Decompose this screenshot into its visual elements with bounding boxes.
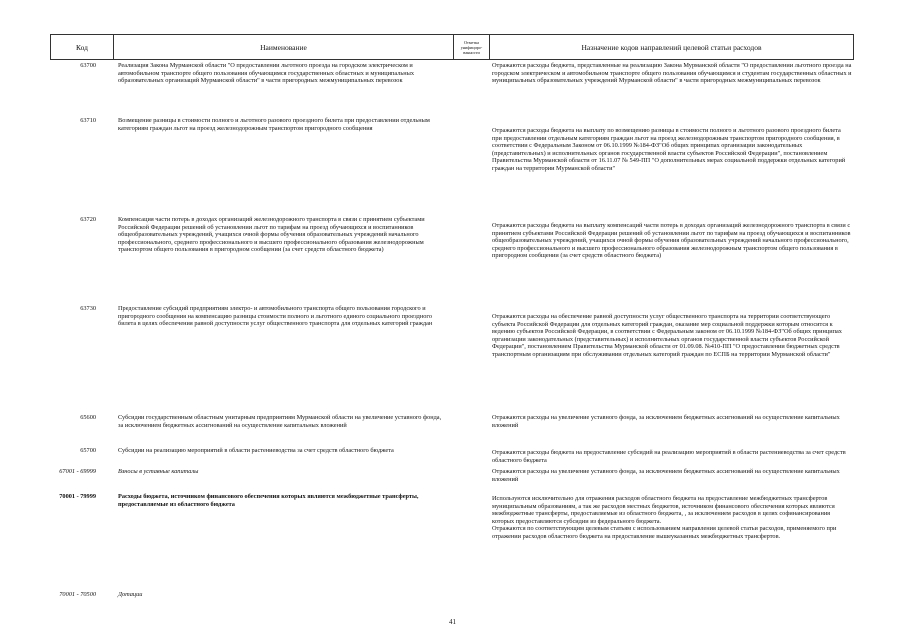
row-name: Предоставление субсидий предприятиям электро- и автомобильного транспорта общего пользования городского и пригородного сообщения на компенсацию разницы стоимости полного и льготного единого социального проездного билета в целях обеспечения равной доступности услуг общественного транспорта для отдельных категорий граждан bbox=[118, 305, 433, 328]
row-purpose bbox=[492, 495, 852, 541]
column-header-mark: Отметка унифициро- ванности bbox=[454, 34, 490, 60]
row-name: Субсидии на реализацию мероприятий в области растениеводства за счет средств областного бюджета bbox=[118, 447, 394, 454]
row-name: Дотации bbox=[118, 591, 143, 598]
row-purpose: Отражаются расходы бюджета на выплату компенсаций части потерь в доходах организаций железнодорожного транспорта в связи с принятием субъектами Российской Федерации решений об установлении льгот по тарифам на проезд обучающихся и воспитанников общеобразовательных учреждений, учащихся очной формы обучения образовательных учреждений начального профессионального, среднего профессионального и высшего профессионального образования железнодорожным транспортом общего пользования в пригородном сообщении (за счет средств областного бюджета) bbox=[492, 222, 851, 260]
row-code: 63700 bbox=[80, 62, 96, 69]
row-purpose: Отражаются расходы на обеспечение равной доступности услуг общественного транспорта на территории соответствующего субъекта Российской Федерации для отдельных категорий граждан, оказание мер социальной поддержки которым относится к ведению субъектов Российской Федерации, в соответствии с Федеральным законом от 06.10.1999 №184-ФЗ"Об общих принципах организации законодательных (представительных) и исполнительных органов государственной власти субъектов Российской Федерации", постановлением Правительства Мурманской области от 01.09.08. №410-ПП "О предоставлении бюджетных средств транспортным организациям при обслуживании отдельных категорий граждан по ЕСПБ на территории Мурманской области" bbox=[492, 313, 842, 358]
row-purpose: Отражаются расходы на увеличение уставного фонда, за исключением бюджетных ассигнований на осуществление капитальных вложений bbox=[492, 414, 840, 429]
row-code: 70001 - 70500 bbox=[59, 591, 96, 598]
column-header-purpose: Назначение кодов направлений целевой статьи расходов bbox=[490, 34, 854, 60]
row-code: 67001 - 69999 bbox=[59, 468, 96, 475]
row-name: Реализация Закона Мурманской области "О предоставлении льготного проезда на городском электрическом и автомобильном транспорте общего пользования обучающимся государственных областных и муниципальных образовательных организаций Мурманской области" в части пригородных межмуниципальных перевозок bbox=[118, 62, 414, 85]
row-code: 63730 bbox=[80, 305, 96, 312]
row-purpose: Отражаются расходы бюджета, представленные на реализацию Закона Мурманской области "О предоставлении льготного проезда на городском электрическом и автомобильном транспорте общего пользования обучающимся и студентам государственных областных и муниципальных образовательных учреждений Мурманской области" в части пригородных межмуниципальных перевозок bbox=[492, 62, 852, 85]
row-name: Компенсация части потерь в доходах организаций железнодорожного транспорта в связи с принятием субъектами Российской Федерации решений об установлении льгот по тарифам на проезд обучающихся и воспитанников общеобразовательных учреждений, учащихся очной формы обучения образовательных учреждений начального профессионального, среднего профессионального и высшего профессионального образования железнодорожным транспортом общего пользования в пригородном сообщении (за счет средств областного бюджета) bbox=[118, 216, 425, 254]
row-code: 70001 - 79999 bbox=[59, 493, 96, 500]
row-purpose: Отражаются расходы бюджета на предоставление субсидий на реализацию мероприятий в области растениеводства за счет средств областного бюджета bbox=[492, 449, 846, 464]
row-name: Возмещение разницы в стоимости полного и льготного разового проездного билета при предоставлении отдельным категориям граждан льгот на проезд железнодорожным транспортом пригородного сообщения bbox=[118, 117, 430, 132]
row-purpose: Отражаются расходы на увеличение уставного фонда, за исключением бюджетных ассигнований на осуществление капитальных вложений bbox=[492, 468, 840, 483]
row-name: Расходы бюджета, источником финансового обеспечения которых являются межбюджетные трансферты, предоставляемые из областного бюджета bbox=[118, 493, 419, 508]
row-code: 65600 bbox=[80, 414, 96, 421]
page-number: 41 bbox=[449, 618, 456, 626]
row-code: 65700 bbox=[80, 447, 96, 454]
row-code: 63720 bbox=[80, 216, 96, 223]
column-header-name: Наименование bbox=[114, 34, 454, 60]
column-header-code: Код bbox=[50, 34, 114, 60]
row-purpose: Отражаются расходы бюджета на выплату по возмещению разницы в стоимости полного и льготного разового проездного билета при предоставлении отдельным категориям граждан льгот на проезд железнодорожным транспортом пригородного сообщения, в соответствии с Федеральным Законом от 06.10.1999 №184-ФЗ"Об общих принципах организации законодательных (представительных) и исполнительных органов государственной власти субъектов Российской Федерации", постановлением Правительства Мурманской области от 16.11.07 № 549-ПП "О дополнительных мерах социальной поддержки отдельных категорий граждан на территории Мурманской области" bbox=[492, 127, 846, 172]
row-purpose-paragraph: Отражаются по соответствующим целевым статьям с использованием направления целевой статьи расходов, применяемого при отражении расходов областного бюджета на предоставление вышеуказанных межбюджетных трансфертов. bbox=[492, 525, 837, 540]
row-purpose-paragraph: Используются исключительно для отражения расходов областного бюджета на предоставление межбюджетных трансфертов муниципальным образованиям, а так же расходов местных бюджетов, источником финансового обеспечения которых являются межбюджетные трансферты, предоставляемые из областного бюджета, , за исключением расходов в целях софинансирования которых предоставляются субсидии из федерального бюджета. bbox=[492, 495, 835, 525]
row-name: Субсидии государственным областным унитарным предприятиям Мурманской области на увеличение уставного фонда, за исключением бюджетных ассигнований на осуществление капитальных вложений bbox=[118, 414, 442, 429]
row-code: 63710 bbox=[80, 117, 96, 124]
row-name: Взносы в уставные капиталы bbox=[118, 468, 199, 475]
